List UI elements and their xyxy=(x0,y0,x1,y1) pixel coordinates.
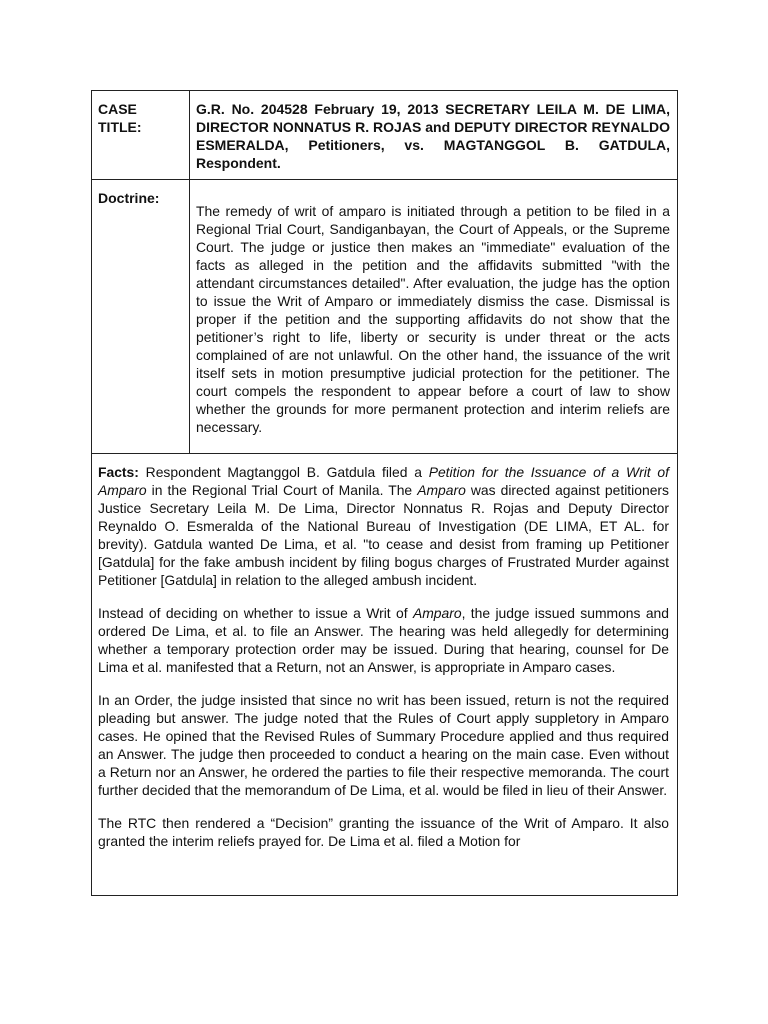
facts-paragraph-2 xyxy=(98,604,669,676)
facts-paragraph-4: The RTC then rendered a “Decision” granting the issuance of the Writ of Amparo. It also granted the interim reliefs prayed for. De Lima et al. filed a Motion for xyxy=(98,815,669,849)
facts-p1-d: Amparo xyxy=(417,482,466,498)
facts-p2-a: Instead of deciding on whether to issue a Writ of xyxy=(98,605,413,621)
case-digest-table xyxy=(91,90,678,896)
facts-cell xyxy=(92,454,677,895)
facts-p1-c: in the Regional Trial Court of Manila. The xyxy=(146,482,418,498)
doctrine-row xyxy=(92,180,677,454)
doctrine-label: Doctrine: xyxy=(92,180,190,453)
facts-p1-e: was directed against petitioners Justice Secretary Leila M. De Lima, Director Nonnatus R. Rojas and Deputy Director Reynaldo O. Esmeralda of the National Bureau of Investigation (DE LIMA, ET AL. for brevity). Gatdula wanted De Lima, et al. "to cease and desist from framing up Petitioner [Gatdula] for the fake ambush incident by filing bogus charges of Frustrated Murder against Petitioner [Gatdula] in relation to the alleged ambush incident. xyxy=(98,482,669,588)
facts-p2-b: Amparo xyxy=(412,605,462,621)
facts-paragraph-1 xyxy=(98,463,669,589)
facts-label: Facts: xyxy=(98,464,139,480)
facts-p2-c: , the judge issued summons and ordered De Lima, et al. to file an Answer. The hearing was held allegedly for determining whether a temporary protection order may be issued. During that hearing, counsel for De Lima et al. manifested that a Return, not an Answer, is appropriate in Amparo cases. xyxy=(98,605,670,675)
case-label-line1: CASE xyxy=(98,101,137,117)
facts-paragraph-3: In an Order, the judge insisted that since no writ has been issued, return is not the required pleading but answer. The judge noted that the Rules of Court apply suppletory in Amparo cases. He opined that the Revised Rules of Summary Procedure applied and thus required an Answer. The judge then proceeded to conduct a hearing on the main case. Even without a Return nor an Answer, he ordered the parties to file their respective memoranda. The court further decided that the memorandum of De Lima, et al. would be filed in lieu of their Answer. xyxy=(98,692,669,798)
facts-p1-a: Respondent Magtanggol B. Gatdula filed a xyxy=(138,464,429,480)
facts-row xyxy=(92,454,677,895)
case-title-label xyxy=(92,91,190,179)
case-label-line2: TITLE: xyxy=(98,119,142,135)
case-title-text: G.R. No. 204528 February 19, 2013 SECRETARY LEILA M. DE LIMA, DIRECTOR NONNATUS R. ROJAS and DEPUTY DIRECTOR REYNALDO ESMERALDA, Petitioners, vs. MAGTANGGOL B. GATDULA, Respondent. xyxy=(196,101,670,171)
case-title-row xyxy=(92,91,677,180)
facts-p1-b: Petition for the Issuance of a Writ of Amparo xyxy=(98,464,669,498)
doctrine-text: The remedy of writ of amparo is initiated through a petition to be filed in a Regional Trial Court, Sandiganbayan, the Court of Appeals, or the Supreme Court. The judge or justice then makes an "immediate" evaluation of the facts as alleged in the petition and the affidavits submitted "with the attendant circumstances detailed". After evaluation, the judge has the option to issue the Writ of Amparo or immediately dismiss the case. Dismissal is proper if the petition and the supporting affidavits do not show that the petitioner’s right to life, liberty or security is under threat or the acts complained of are not unlawful. On the other hand, the issuance of the writ itself sets in motion presumptive judicial protection for the petitioner. The court compels the respondent to appear before a court of law to show whether the grounds for more permanent protection and interim reliefs are necessary. xyxy=(196,203,670,435)
